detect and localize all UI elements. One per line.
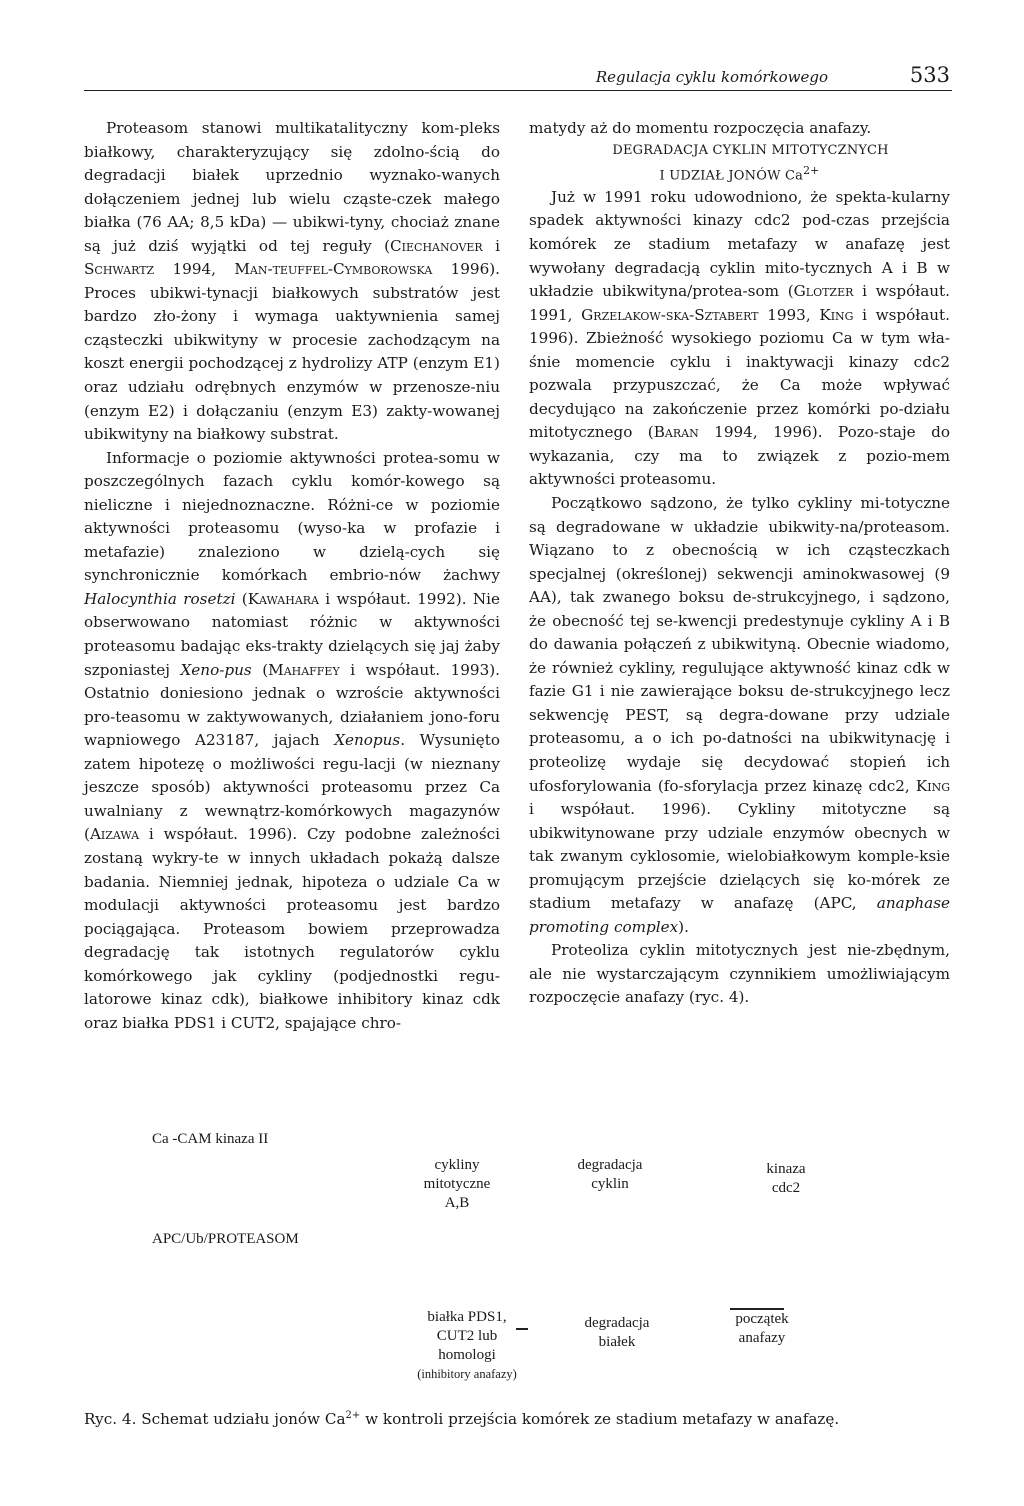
page-header <box>84 64 952 91</box>
citation: Baran <box>653 423 699 442</box>
paragraph-proteolysis: Proteoliza cyklin mitotycznych jest nie-zbędnym, ale nie wystarczającym czynnikiem umożliwiającym rozpoczęcie anafazy (ryc. 4). <box>529 941 950 1007</box>
page-number: 533 <box>909 63 950 87</box>
paragraph-cyclin-degradation: Już w 1991 roku udowodniono, że spekta-kularny spadek aktywności kinazy cdc2 pod-czas przejścia komórek ze stadium metafazy w anafazę jest wywołany degradacją cyklin mito-tycznych A i B w układzie ubikwityna/protea-som (Glotzer i współaut. 1991, Grzelakow-ska-Sztabert 1993, King i współaut. 1996). Zbieżność wysokiego poziomu Ca w tym wła-śnie momencie cyklu i inaktywacji kinazy cdc2 pozwala przypuszczać, że Ca może wpływać decydująco na zakończenie przez komórki po-działu mitotycznego (Baran 1994, 1996). Pozo-staje do wykazania, czy ma to związek z pozio-mem aktywności proteasomu. <box>529 187 950 489</box>
paragraph-destruction-box: Początkowo sądzono, że tylko cykliny mi-totyczne są degradowane w układzie ubikwity-na/proteasom. Wiązano to z obecnością w ich cząsteczkach specjalnej (określonej) sekwencji aminokwasowej (9 AA), tak zwanego boksu de-strukcyjnego, i sądzono, że obecność tej se-kwencji predestynuje cykliny A i B do dawania połączeń z ubikwityną. Obecnie wiadomo, że również cykliny, regulujące aktywność kinaz cdk w fazie G1 i nie zawierające boksu de-strukcyjnego lecz sekwencję PEST, są degra-dowane przy udziale proteasomu, a o ich po-datności na ubikwitynację i proteolizę wydaje się decydować stopień ich ufosforylowania (fo-sforylacja przez kinazę cdc2, King i współaut. 1996). Cykliny mitotyczne są ubikwitynowane przy udziale enzymów obecnych w tak zwanym cyklosomie, wielobiałkowym komple-ksie promującym przejście dzielących się ko-mórek ze stadium metafazy w anafazę (APC, anaphase promoting complex). <box>529 493 950 936</box>
label-protein-degradation: degradacja białek <box>584 1315 650 1350</box>
label-pds1-proteins: białka PDS1, CUT2 lub homologi (inhibitory anafazy) <box>417 1309 517 1381</box>
label-cdc2-kinase: kinaza cdc2 <box>766 1161 806 1196</box>
citation: Schwartz <box>84 260 155 279</box>
species-name: Xenopus <box>334 731 401 750</box>
label-camk: Ca -CAM kinaza II <box>152 1131 269 1147</box>
citation: King <box>819 305 854 324</box>
label-cyclin-degradation: degradacja cyklin <box>577 1157 643 1192</box>
citation: Ciechanover <box>390 236 483 255</box>
citation: Aizawa <box>89 825 140 844</box>
species-name: Xeno-pus <box>180 660 252 679</box>
citation: Man-teuffel-Cymborowska <box>234 260 433 279</box>
right-column <box>529 117 950 1010</box>
term-apc: anaphase promoting complex <box>529 894 950 936</box>
section-heading: DEGRADACJA CYKLIN MITOTYCZNYCH I UDZIAŁ JONÓW $Ca^{2+}$ <box>612 142 889 183</box>
figure-4-diagram <box>0 1122 1024 1422</box>
species-name: Halocynthia rosetzi <box>84 589 236 608</box>
label-mitotic-cyclins: cykliny mitotyczne A,B <box>423 1157 491 1211</box>
left-column <box>84 117 500 1035</box>
paragraph-proteasome-activity: Informacje o poziomie aktywności protea-somu w poszczególnych fazach cyklu komór-kowego są nieliczne i niejednoznaczne. Różni-ce w poziomie aktywności proteasomu (wyso-ka w profazie i metafazie) znaleziono w dzielą-cych się synchronicznie komórkach embrio-nów żachwy Halocynthia rosetzi (Kawahara i współaut. 1992). Nie obserwowano natomiast różnic w aktywności proteasomu badając eks-trakty dzielących się jaj żaby szponiastej Xeno-pus (Mahaffey i współaut. 1993). Ostatnio doniesiono jednak o wzroście aktywności pro-teasomu w zaktywowanych, działaniem jono-foru wapniowego A23187, jajach Xenopus. Wysunięto zatem hipotezę o możliwości regu-lacji (w nieznany jeszcze sposób) aktywności proteasomu przez Ca uwalniany z wewnątrz-komórkowych magazynów (Aizawa i współaut. 1996). Czy podobne zależności zostaną wykry-te w innych układach pokażą dalsze badania. Niemniej jednak, hipoteza o udziale Ca w modulacji aktywności proteasomu jest bardzo pociągająca. Proteasom bowiem przeprowadza degradację tak istotnych regulatorów cyklu komórkowego jak cykliny (podjednostki regu-latorowe kinaz cdk), białkowe inhibitory kinaz cdk oraz białka PDS1 i CUT2, spajające chro- <box>84 448 500 1032</box>
dash-connector <box>516 1328 528 1330</box>
citation: Mahaffey <box>268 660 340 679</box>
citation: Glotzer <box>793 282 854 301</box>
label-apc-proteasome: APC/Ub/PROTEASOM <box>152 1231 299 1247</box>
paragraph-proteasome-intro: Proteasom stanowi multikatalityczny kom-pleks białkowy, charakteryzujący się zdolno-ścią do degradacji białek uprzednio wyznako-wanych dołączeniem jednej lub wielu cząste-czek małego białka (76 AA; 8,5 kDa) — ubikwi-tyny, chociaż znane są już dziś wyjątki od tej reguły (Ciechanover i Schwartz 1994, Man-teuffel-Cymborowska 1996). Proces ubikwi-tynacji białkowych substratów jest bardzo zło-żony i wymaga uaktywnienia samej cząsteczki ubikwityny w procesie zachodzącym na koszt energii pochodzącej z hydrolizy ATP (enzym E1) oraz udziału odrębnych enzymów w przenosze-niu (enzym E2) i dołączaniu (enzym E3) zakty-wowanej ubikwityny na białkowy substrat. <box>84 119 500 444</box>
citation: King <box>915 776 950 795</box>
paragraph-continuation: matydy aż do momentu rozpoczęcia anafazy. <box>529 119 872 137</box>
figure-caption: Ryc. 4. Schemat udziału jonów $Ca^{2+}$ w kontroli przejścia komórek ze stadium metafazy w anafazę. <box>84 1410 840 1429</box>
citation: Grzelakow-ska-Sztabert <box>581 305 759 324</box>
citation: Kawahara <box>247 589 319 608</box>
running-title: Regulacja cyklu komórkowego <box>595 68 828 86</box>
label-anaphase-start: początek anafazy <box>735 1311 789 1346</box>
